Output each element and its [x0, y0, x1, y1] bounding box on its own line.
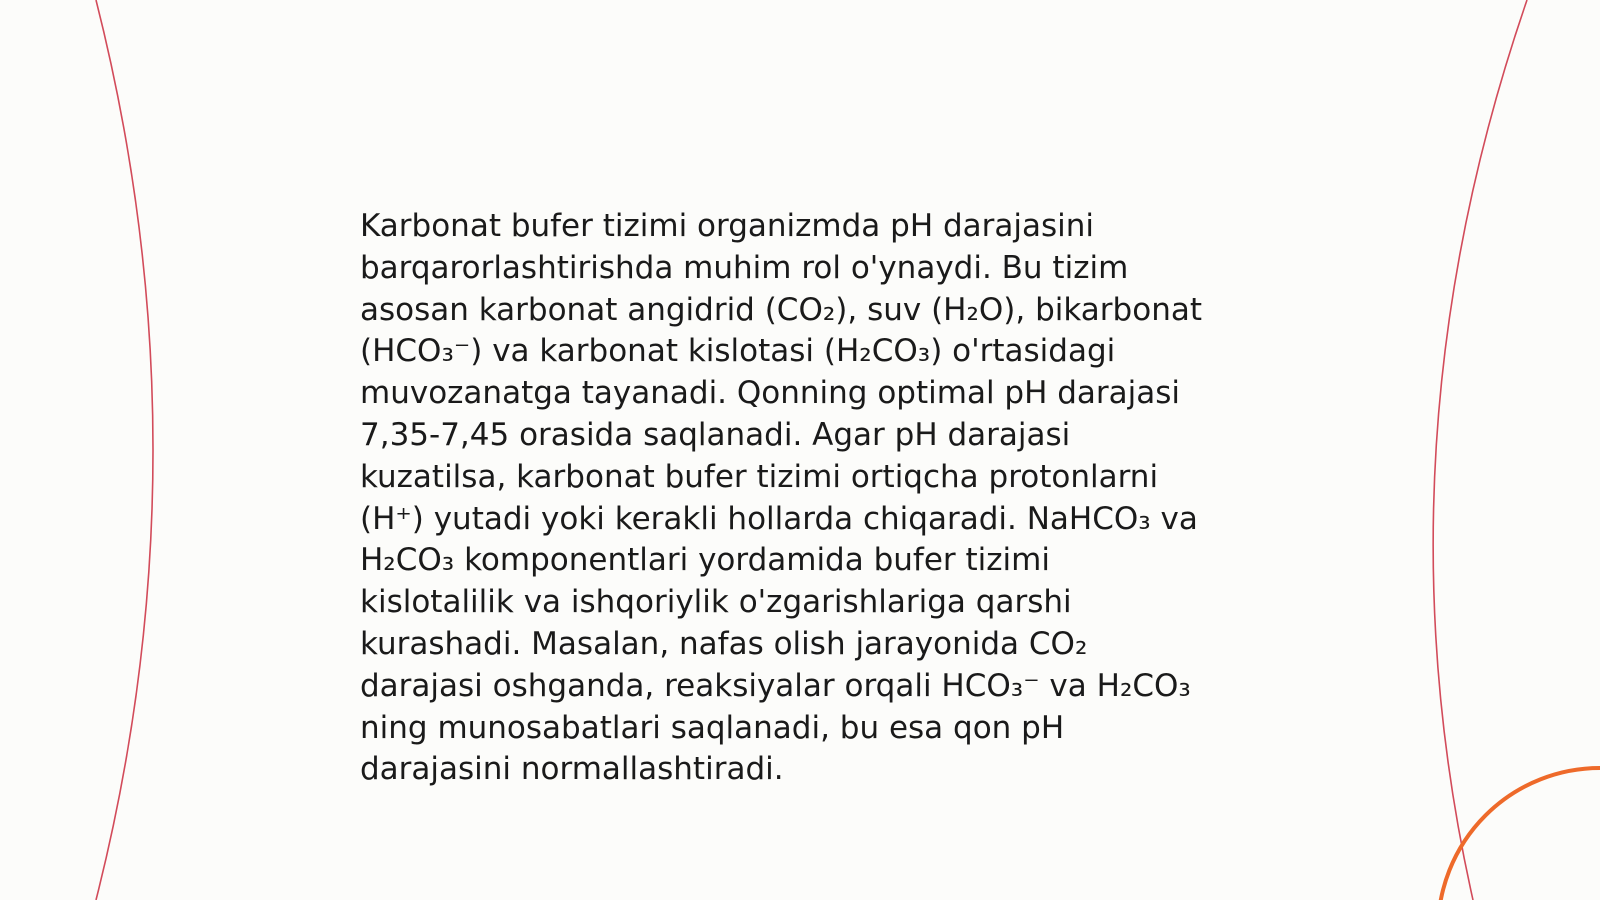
paragraph-line: kislotalilik va ishqoriylik o'zgarishlariga qarshi [360, 584, 1072, 621]
paragraph-line: kuzatilsa, karbonat bufer tizimi ortiqcha protonlarni [360, 458, 1159, 495]
corner-circle [1438, 768, 1600, 900]
paragraph-line: ning munosabatlari saqlanadi, bu esa qon pH [360, 709, 1065, 746]
paragraph-line: asosan karbonat angidrid (CO₂), suv (H₂O), bikarbonat [360, 291, 1202, 328]
paragraph-line: 7,35-7,45 orasida saqlanadi. Agar pH darajasi [360, 416, 1071, 453]
right-curve-line [1433, 0, 1527, 900]
paragraph-line: darajasini normallashtiradi. [360, 751, 784, 788]
paragraph-line: (HCO₃⁻) va karbonat kislotasi (H₂CO₃) o'rtasidagi [360, 333, 1116, 370]
body-paragraph [360, 206, 1240, 791]
paragraph-line: muvozanatga tayanadi. Qonning optimal pH darajasi [360, 375, 1181, 412]
paragraph-line: H₂CO₃ komponentlari yordamida bufer tizimi [360, 542, 1050, 579]
paragraph-line: Karbonat bufer tizimi organizmda pH darajasini [360, 208, 1095, 244]
paragraph-line: kurashadi. Masalan, nafas olish jarayonida CO₂ [360, 625, 1088, 662]
left-curve-line [96, 0, 153, 900]
paragraph-line: barqarorlashtirishda muhim rol o'ynaydi. Bu tizim [360, 249, 1129, 286]
paragraph-line: (H⁺) yutadi yoki kerakli hollarda chiqaradi. NaHCO₃ va [360, 500, 1198, 537]
paragraph-line: darajasi oshganda, reaksiyalar orqali HCO₃⁻ va H₂CO₃ [360, 667, 1191, 704]
